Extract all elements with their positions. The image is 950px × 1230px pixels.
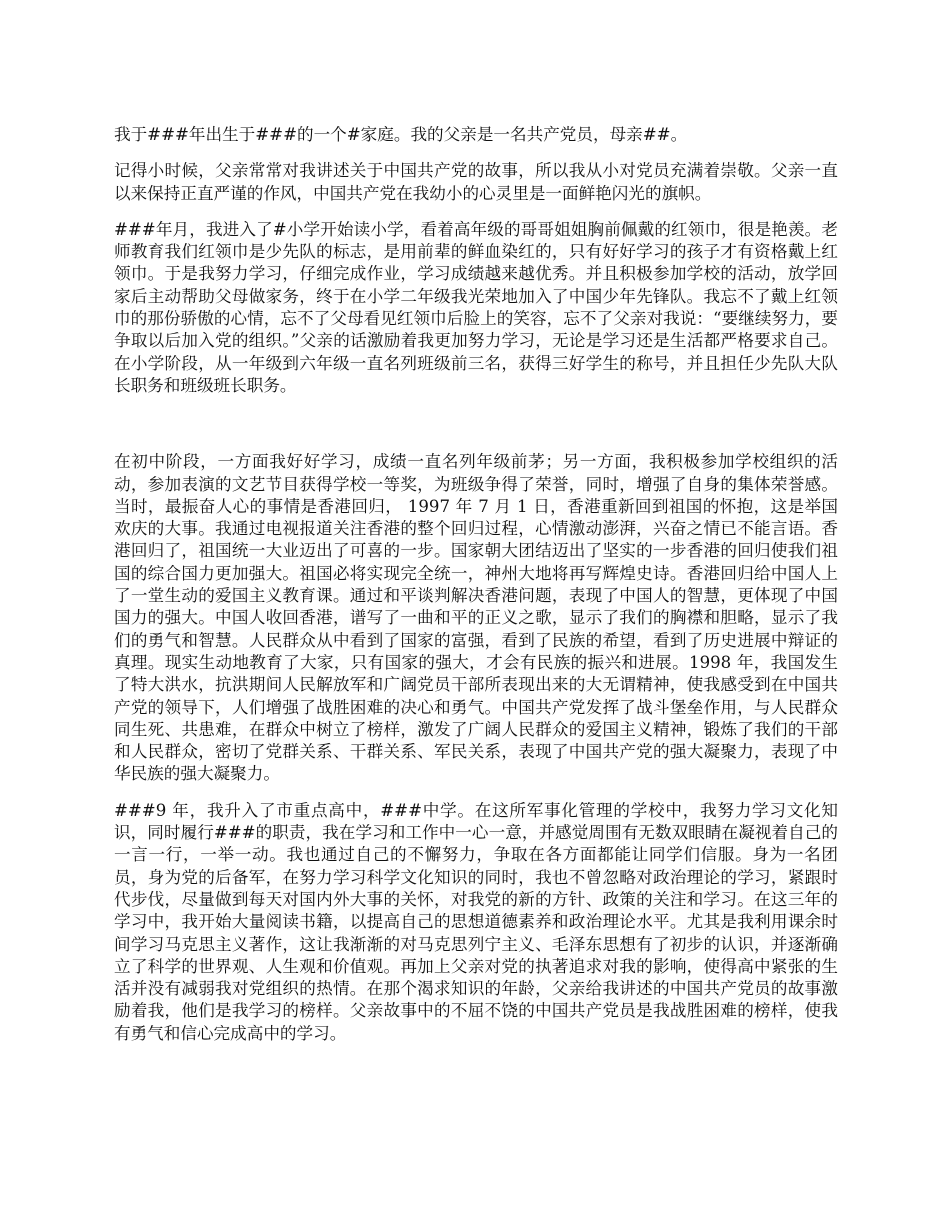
paragraph-birth: 我于###年出生于###的一个#家庭。我的父亲是一名共产党员，母亲##。	[114, 125, 688, 144]
paragraph-senior-high: ###9 年，我升入了市重点高中，###中学。在这所军事化管理的学校中，我努力学习文化知识，同时履行###的职责，我在学习和工作中一心一意，并感觉周围有无数双眼睛在凝视着自己的一言一行，一举一动。我也通过自己的不懈努力，争取在各方面都能让同学们信服。身为一名团员，身为党的后备军，在努力学习科学文化知识的同时，我也不曾忽略对政治理论的学习，紧跟时代步伐，尽量做到每天对国内外大事的关怀，对我党的新的方针、政策的关注和学习。在这三年的学习中，我开始大量阅读书籍，以提高自己的思想道德素养和政治理论水平。尤其是我利用课余时间学习马克思主义著作，这让我渐渐的对马克思列宁主义、毛泽东思想有了初步的认识，并逐渐确立了科学的世界观、人生观和价值观。再加上父亲对党的执著追求对我的影响，使得高中紧张的生活并没有减弱我对党组织的热情。在那个渴求知识的年龄，父亲给我讲述的中国共产党员的故事激励着我，他们是我学习的榜样。父亲故事中的不屈不饶的中国共产党员是我战胜困难的榜样，使我有勇气和信心完成高中的学习。	[114, 800, 838, 1043]
paragraph-childhood: 记得小时候，父亲常常对我讲述关于中国共产党的故事，所以我从小对党员充满着崇敬。父亲一直以来保持正直严谨的作风，中国共产党在我幼小的心灵里是一面鲜艳闪光的旗帜。	[114, 161, 838, 203]
paragraph-primary-school: ###年月，我进入了#小学开始读小学，看着高年级的哥哥姐姐胸前佩戴的红领巾，很是艳羡。老师教育我们红领巾是少先队的标志，是用前辈的鲜血染红的，只有好好学习的孩子才有资格戴上红领巾。于是我努力学习，仔细完成作业，学习成绩越来越优秀。并且积极参加学校的活动，放学回家后主动帮助父母做家务，终于在小学二年级我光荣地加入了中国少年先锋队。我忘不了戴上红领巾的那份骄傲的心情，忘不了父母看见红领巾后脸上的笑容，忘不了父亲对我说：“要继续努力，要争取以后加入党的组织。”父亲的话激励着我更加努力学习，无论是学习还是生活都严格要求自己。在小学阶段，从一年级到六年级一直名列班级前三名，获得三好学生的称号，并且担任少先队大队长职务和班级班长职务。	[114, 219, 838, 395]
document-body	[114, 124, 838, 1045]
paragraph-junior-high: 在初中阶段，一方面我好好学习，成绩一直名列年级前茅；另一方面，我积极参加学校组织的活动，参加表演的文艺节目获得学校一等奖，为班级争得了荣誉，同时，增强了自身的集体荣誉感。当时，最振奋人心的事情是香港回归， 1997 年 7 月 1 日，香港重新回到祖国的怀抱，这是举国欢庆的大事。我通过电视报道关注香港的整个回归过程，心情激动澎湃，兴奋之情已不能言语。香港回归了，祖国统一大业迈出了可喜的一步。国家朝大团结迈出了坚实的一步香港的回归使我们祖国的综合国力更加强大。祖国必将实现完全统一，神州大地将再写辉煌史诗。香港回归给中国人上了一堂生动的爱国主义教育课。通过和平谈判解决香港问题，表现了中国人的智慧，更体现了中国国力的强大。中国人收回香港，谱写了一曲和平的正义之歌，显示了我们的胸襟和胆略，显示了我们的勇气和智慧。人民群众从中看到了国家的富强，看到了民族的希望，看到了历史进展中辩证的真理。现实生动地教育了大家，只有国家的强大，才会有民族的振兴和进展。1998 年，我国发生了特大洪水，抗洪期间人民解放军和广阔党员干部所表现出来的大无谓精神，使我感受到在中国共产党的领导下，人们增强了战胜困难的决心和勇气。中国共产党发挥了战斗堡垒作用，与人民群众同生死、共患难，在群众中树立了榜样，激发了广阔人民群众的爱国主义精神，锻炼了我们的干部和人民群众，密切了党群关系、干群关系、军民关系，表现了中国共产党的强大凝聚力，表现了中华民族的强大凝聚力。	[114, 452, 838, 784]
